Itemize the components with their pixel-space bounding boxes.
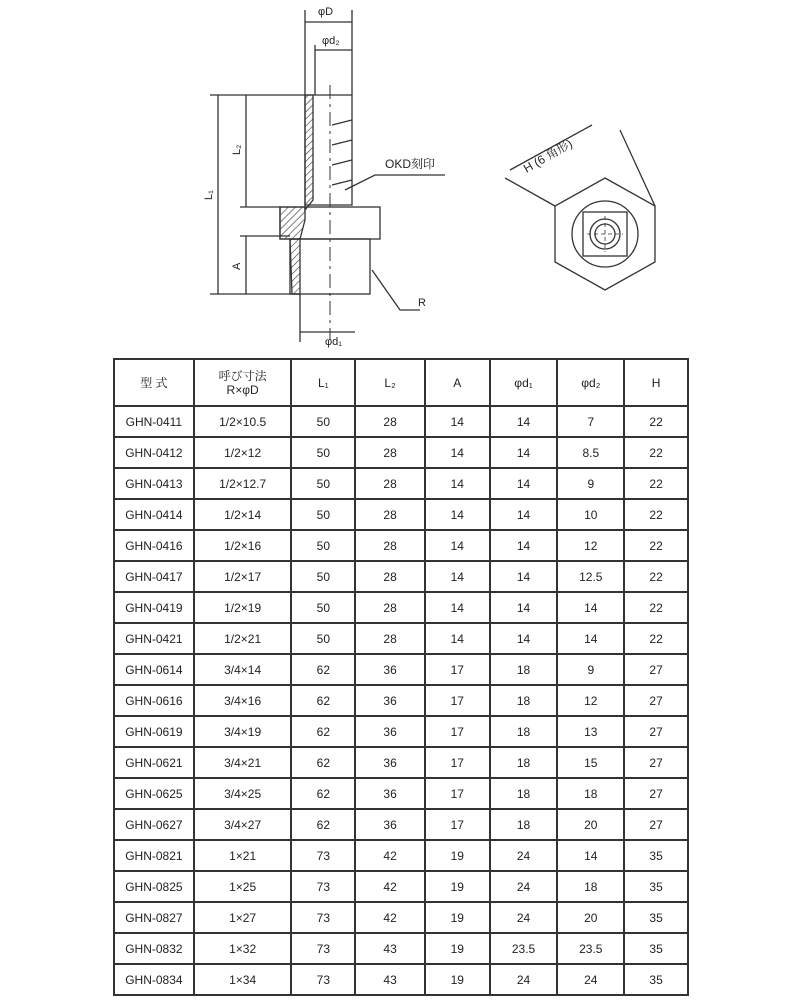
cell-l1: 62 [291, 654, 355, 685]
cell-nominal-size: 1×32 [194, 933, 292, 964]
cell-a: 17 [425, 654, 490, 685]
cell-model: GHN-0614 [114, 654, 194, 685]
cell-nominal-size: 3/4×16 [194, 685, 292, 716]
cell-h: 22 [624, 499, 688, 530]
cell-h: 22 [624, 592, 688, 623]
table-row [114, 468, 688, 499]
cell-phi-d2: 12 [557, 530, 624, 561]
cell-phi-d1: 14 [490, 437, 558, 468]
cell-a: 19 [425, 840, 490, 871]
cell-l2: 28 [355, 623, 425, 654]
table-row [114, 871, 688, 902]
cell-nominal-size: 1/2×14 [194, 499, 292, 530]
cell-l2: 36 [355, 809, 425, 840]
cell-phi-d2: 23.5 [557, 933, 624, 964]
cell-a: 19 [425, 871, 490, 902]
cell-a: 19 [425, 902, 490, 933]
cell-phi-d1: 14 [490, 406, 558, 437]
cell-l2: 42 [355, 840, 425, 871]
cell-l1: 73 [291, 902, 355, 933]
cell-model: GHN-0417 [114, 561, 194, 592]
cell-h: 22 [624, 468, 688, 499]
cell-l1: 62 [291, 809, 355, 840]
label-hex-h: H (6 角形) [521, 136, 575, 176]
cell-phi-d1: 18 [490, 809, 558, 840]
cell-phi-d1: 14 [490, 468, 558, 499]
cell-l2: 28 [355, 592, 425, 623]
cell-h: 27 [624, 685, 688, 716]
table-row [114, 530, 688, 561]
header-a: A [425, 359, 490, 406]
cell-model: GHN-0416 [114, 530, 194, 561]
cell-nominal-size: 3/4×21 [194, 747, 292, 778]
table-row [114, 964, 688, 995]
cell-a: 19 [425, 964, 490, 995]
cell-phi-d1: 18 [490, 747, 558, 778]
cell-l2: 36 [355, 747, 425, 778]
table-row [114, 437, 688, 468]
header-nominal-size-line1: 呼び寸法 [218, 368, 267, 383]
cell-nominal-size: 3/4×14 [194, 654, 292, 685]
cell-phi-d1: 24 [490, 840, 558, 871]
cell-a: 17 [425, 716, 490, 747]
label-okd-mark: OKD刻印 [385, 157, 436, 171]
table-row [114, 902, 688, 933]
cell-nominal-size: 1×21 [194, 840, 292, 871]
cell-a: 19 [425, 933, 490, 964]
table-row [114, 685, 688, 716]
cell-model: GHN-0412 [114, 437, 194, 468]
cell-model: GHN-0411 [114, 406, 194, 437]
cell-model: GHN-0834 [114, 964, 194, 995]
cell-model: GHN-0627 [114, 809, 194, 840]
cell-nominal-size: 3/4×19 [194, 716, 292, 747]
header-l2: L₂ [355, 359, 425, 406]
cell-l2: 36 [355, 716, 425, 747]
header-phi-d2: φd₂ [557, 359, 624, 406]
cell-model: GHN-0621 [114, 747, 194, 778]
cell-h: 35 [624, 840, 688, 871]
label-r: R [418, 297, 426, 309]
cell-model: GHN-0625 [114, 778, 194, 809]
cell-h: 27 [624, 778, 688, 809]
cell-h: 27 [624, 716, 688, 747]
cell-l1: 62 [291, 716, 355, 747]
cell-nominal-size: 1×25 [194, 871, 292, 902]
cell-l2: 28 [355, 437, 425, 468]
cell-h: 22 [624, 530, 688, 561]
cell-l2: 42 [355, 902, 425, 933]
cell-a: 14 [425, 623, 490, 654]
cell-l1: 62 [291, 778, 355, 809]
cell-h: 35 [624, 933, 688, 964]
cell-nominal-size: 1/2×10.5 [194, 406, 292, 437]
table-row [114, 406, 688, 437]
cell-model: GHN-0419 [114, 592, 194, 623]
cell-l1: 73 [291, 933, 355, 964]
cell-h: 22 [624, 437, 688, 468]
table-row [114, 809, 688, 840]
label-a: A [231, 262, 243, 270]
table-row [114, 840, 688, 871]
cell-l2: 43 [355, 964, 425, 995]
cell-l2: 28 [355, 561, 425, 592]
cell-l1: 50 [291, 437, 355, 468]
cell-model: GHN-0825 [114, 871, 194, 902]
cell-a: 17 [425, 778, 490, 809]
table-row [114, 747, 688, 778]
cell-phi-d1: 18 [490, 716, 558, 747]
cell-model: GHN-0832 [114, 933, 194, 964]
cell-nominal-size: 3/4×25 [194, 778, 292, 809]
cell-model: GHN-0827 [114, 902, 194, 933]
cell-nominal-size: 1/2×12 [194, 437, 292, 468]
label-phi-d1: φd₁ [325, 336, 342, 348]
cell-l1: 50 [291, 592, 355, 623]
cell-model: GHN-0421 [114, 623, 194, 654]
cell-l1: 50 [291, 468, 355, 499]
cell-phi-d1: 18 [490, 685, 558, 716]
cell-l2: 43 [355, 933, 425, 964]
cell-l1: 50 [291, 499, 355, 530]
cell-phi-d1: 14 [490, 623, 558, 654]
label-l1: L₁ [203, 190, 215, 200]
cell-h: 35 [624, 871, 688, 902]
cell-l1: 50 [291, 561, 355, 592]
cell-model: GHN-0414 [114, 499, 194, 530]
header-model: 型 式 [114, 359, 194, 406]
cell-h: 27 [624, 809, 688, 840]
cell-l1: 73 [291, 840, 355, 871]
cell-nominal-size: 1×27 [194, 902, 292, 933]
header-nominal-size [194, 359, 292, 406]
cell-a: 14 [425, 406, 490, 437]
table-row [114, 561, 688, 592]
cell-l2: 28 [355, 499, 425, 530]
cell-model: GHN-0616 [114, 685, 194, 716]
cell-l2: 28 [355, 530, 425, 561]
side-view [210, 10, 445, 342]
cell-a: 14 [425, 561, 490, 592]
cell-phi-d1: 24 [490, 871, 558, 902]
cell-a: 14 [425, 530, 490, 561]
cell-h: 27 [624, 654, 688, 685]
cell-a: 17 [425, 809, 490, 840]
cell-h: 22 [624, 561, 688, 592]
cell-phi-d2: 9 [557, 468, 624, 499]
cell-phi-d1: 14 [490, 499, 558, 530]
label-phi-d2: φd₂ [322, 35, 340, 47]
cell-model: GHN-0821 [114, 840, 194, 871]
cell-h: 27 [624, 747, 688, 778]
cell-phi-d1: 14 [490, 530, 558, 561]
cell-a: 17 [425, 685, 490, 716]
cell-phi-d2: 9 [557, 654, 624, 685]
cell-phi-d1: 24 [490, 902, 558, 933]
cell-l1: 62 [291, 685, 355, 716]
cell-nominal-size: 1/2×16 [194, 530, 292, 561]
cell-l1: 50 [291, 406, 355, 437]
table-row [114, 933, 688, 964]
spec-table [113, 358, 689, 996]
cell-h: 35 [624, 964, 688, 995]
cell-l2: 36 [355, 778, 425, 809]
cell-nominal-size: 1/2×21 [194, 623, 292, 654]
table-row [114, 654, 688, 685]
cell-phi-d2: 12 [557, 685, 624, 716]
header-h: H [624, 359, 688, 406]
header-l1: L₁ [291, 359, 355, 406]
cell-l2: 28 [355, 468, 425, 499]
cell-phi-d1: 18 [490, 654, 558, 685]
cell-model: GHN-0413 [114, 468, 194, 499]
table-row [114, 623, 688, 654]
cell-h: 22 [624, 406, 688, 437]
cell-phi-d2: 14 [557, 592, 624, 623]
cell-a: 14 [425, 468, 490, 499]
table-row [114, 778, 688, 809]
cell-phi-d1: 14 [490, 592, 558, 623]
cell-l1: 50 [291, 623, 355, 654]
label-phi-d: φD [318, 6, 334, 18]
cell-l1: 73 [291, 871, 355, 902]
table-row [114, 716, 688, 747]
cell-phi-d1: 24 [490, 964, 558, 995]
cell-phi-d2: 24 [557, 964, 624, 995]
cell-h: 22 [624, 623, 688, 654]
cell-phi-d2: 15 [557, 747, 624, 778]
technical-drawing [0, 0, 802, 350]
cell-nominal-size: 1/2×12.7 [194, 468, 292, 499]
cell-nominal-size: 1×34 [194, 964, 292, 995]
table-row [114, 592, 688, 623]
cell-l2: 42 [355, 871, 425, 902]
hex-view [505, 125, 655, 290]
side-view-labels [203, 6, 435, 348]
cell-a: 17 [425, 747, 490, 778]
cell-phi-d2: 20 [557, 809, 624, 840]
cell-l2: 36 [355, 685, 425, 716]
cell-nominal-size: 1/2×17 [194, 561, 292, 592]
cell-l2: 36 [355, 654, 425, 685]
cell-nominal-size: 1/2×19 [194, 592, 292, 623]
header-nominal-size-line2: R×φD [226, 382, 259, 397]
table-header-row [114, 359, 688, 406]
cell-l1: 62 [291, 747, 355, 778]
cell-phi-d1: 23.5 [490, 933, 558, 964]
cell-l1: 50 [291, 530, 355, 561]
cell-l1: 73 [291, 964, 355, 995]
cell-a: 14 [425, 437, 490, 468]
cell-phi-d1: 18 [490, 778, 558, 809]
cell-phi-d2: 20 [557, 902, 624, 933]
header-phi-d1: φd₁ [490, 359, 558, 406]
label-l2: L₂ [231, 144, 243, 155]
cell-phi-d2: 13 [557, 716, 624, 747]
cell-phi-d2: 8.5 [557, 437, 624, 468]
cell-model: GHN-0619 [114, 716, 194, 747]
table-row [114, 499, 688, 530]
cell-phi-d2: 7 [557, 406, 624, 437]
cell-h: 35 [624, 902, 688, 933]
cell-a: 14 [425, 499, 490, 530]
cell-phi-d2: 18 [557, 778, 624, 809]
cell-phi-d2: 10 [557, 499, 624, 530]
cell-phi-d2: 14 [557, 840, 624, 871]
cell-phi-d2: 18 [557, 871, 624, 902]
cell-phi-d2: 14 [557, 623, 624, 654]
cell-phi-d2: 12.5 [557, 561, 624, 592]
cell-nominal-size: 3/4×27 [194, 809, 292, 840]
cell-a: 14 [425, 592, 490, 623]
cell-l2: 28 [355, 406, 425, 437]
cell-phi-d1: 14 [490, 561, 558, 592]
